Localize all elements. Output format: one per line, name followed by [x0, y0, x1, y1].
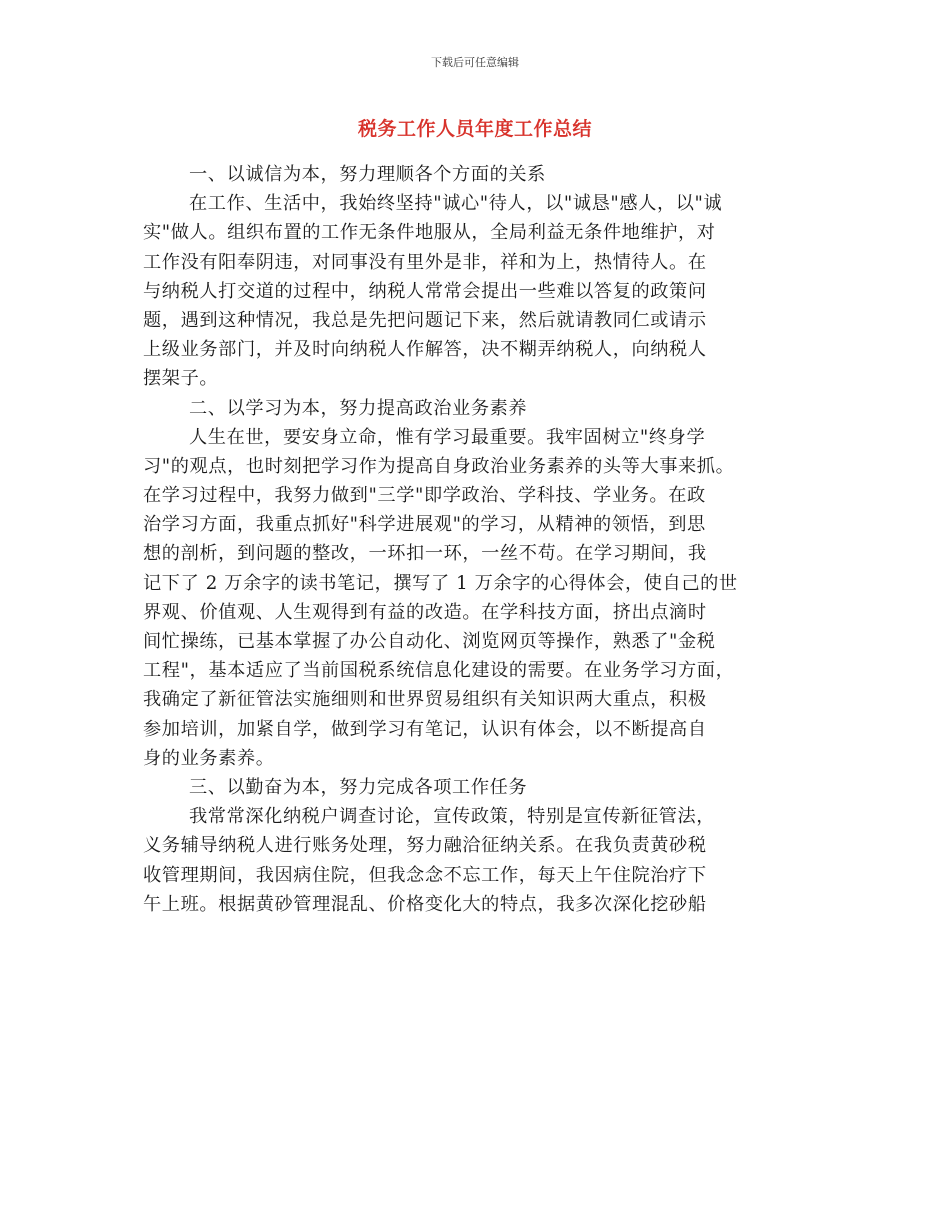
- paragraph-line: 工程"，基本适应了当前国税系统信息化建设的需要。在业务学习方面，: [143, 660, 735, 682]
- paragraph-line: 工作没有阳奉阴违，对同事没有里外是非，祥和为上，热情待人。在: [143, 251, 707, 273]
- paragraph-line: 我确定了新征管法实施细则和世界贸易组织有关知识两大重点，积极: [143, 689, 707, 711]
- paragraph-line: 在工作、生活中，我始终坚持"诚心"待人，以"诚恳"感人，以"诚: [189, 193, 723, 215]
- paragraph-line: 收管理期间，我因病住院，但我念念不忘工作，每天上午住院治疗下: [143, 864, 707, 886]
- paragraph-line: 题，遇到这种情况，我总是先把问题记下来，然后就请教同仁或请示: [143, 309, 707, 331]
- paragraph-line: 与纳税人打交道的过程中，纳税人常常会提出一些难以答复的政策问: [143, 280, 707, 302]
- paragraph-line: 在学习过程中，我努力做到"三学"即学政治、学科技、学业务。在政: [143, 485, 706, 507]
- paragraph-line: 午上班。根据黄砂管理混乱、价格变化大的特点，我多次深化挖砂船: [143, 893, 707, 915]
- document-body: [143, 160, 823, 919]
- header-note: 下载后可任意编辑: [431, 56, 519, 69]
- section-heading: 二、以学习为本，努力提高政治业务素养: [189, 397, 528, 419]
- paragraph-line: 界观、价值观、人生观得到有益的改造。在学科技方面，挤出点滴时: [143, 601, 707, 623]
- paragraph-line: 我常常深化纳税户调查讨论，宣传政策，特别是宣传新征管法，: [189, 806, 716, 828]
- paragraph-line: 记下了 2 万余字的读书笔记，撰写了 1 万余字的心得体会，使自己的世: [143, 572, 738, 594]
- paragraph-line: 摆架子。: [143, 368, 219, 390]
- paragraph-line: 身的业务素养。: [143, 747, 275, 769]
- section-heading: 三、以勤奋为本，努力完成各项工作任务: [189, 776, 528, 798]
- paragraph-line: 间忙操练，已基本掌握了办公自动化、浏览网页等操作，熟悉了"金税: [143, 631, 716, 652]
- document-title: 税务工作人员年度工作总结: [357, 118, 592, 140]
- paragraph-line: 义务辅导纳税人进行账务处理，努力融洽征纳关系。在我负责黄砂税: [143, 835, 707, 857]
- paragraph-line: 治学习方面，我重点抓好"科学进展观"的学习，从精神的领悟，到思: [143, 514, 706, 536]
- paragraph-line: 上级业务部门，并及时向纳税人作解答，决不糊弄纳税人，向纳税人: [143, 339, 707, 361]
- paragraph-line: 参加培训，加紧自学，做到学习有笔记，认识有体会，以不断提高自: [143, 718, 707, 740]
- paragraph-line: 习"的观点，也时刻把学习作为提高自身政治业务素养的头等大事来抓。: [143, 455, 735, 477]
- paragraph-line: 实"做人。组织布置的工作无条件地服从，全局利益无条件地维护，对: [143, 222, 716, 244]
- paragraph-line: 人生在世，要安身立命，惟有学习最重要。我牢固树立"终身学: [189, 426, 706, 448]
- section-heading: 一、以诚信为本，努力理顺各个方面的关系: [189, 164, 546, 185]
- paragraph-line: 想的剖析，到问题的整改，一环扣一环，一丝不苟。在学习期间，我: [143, 543, 707, 565]
